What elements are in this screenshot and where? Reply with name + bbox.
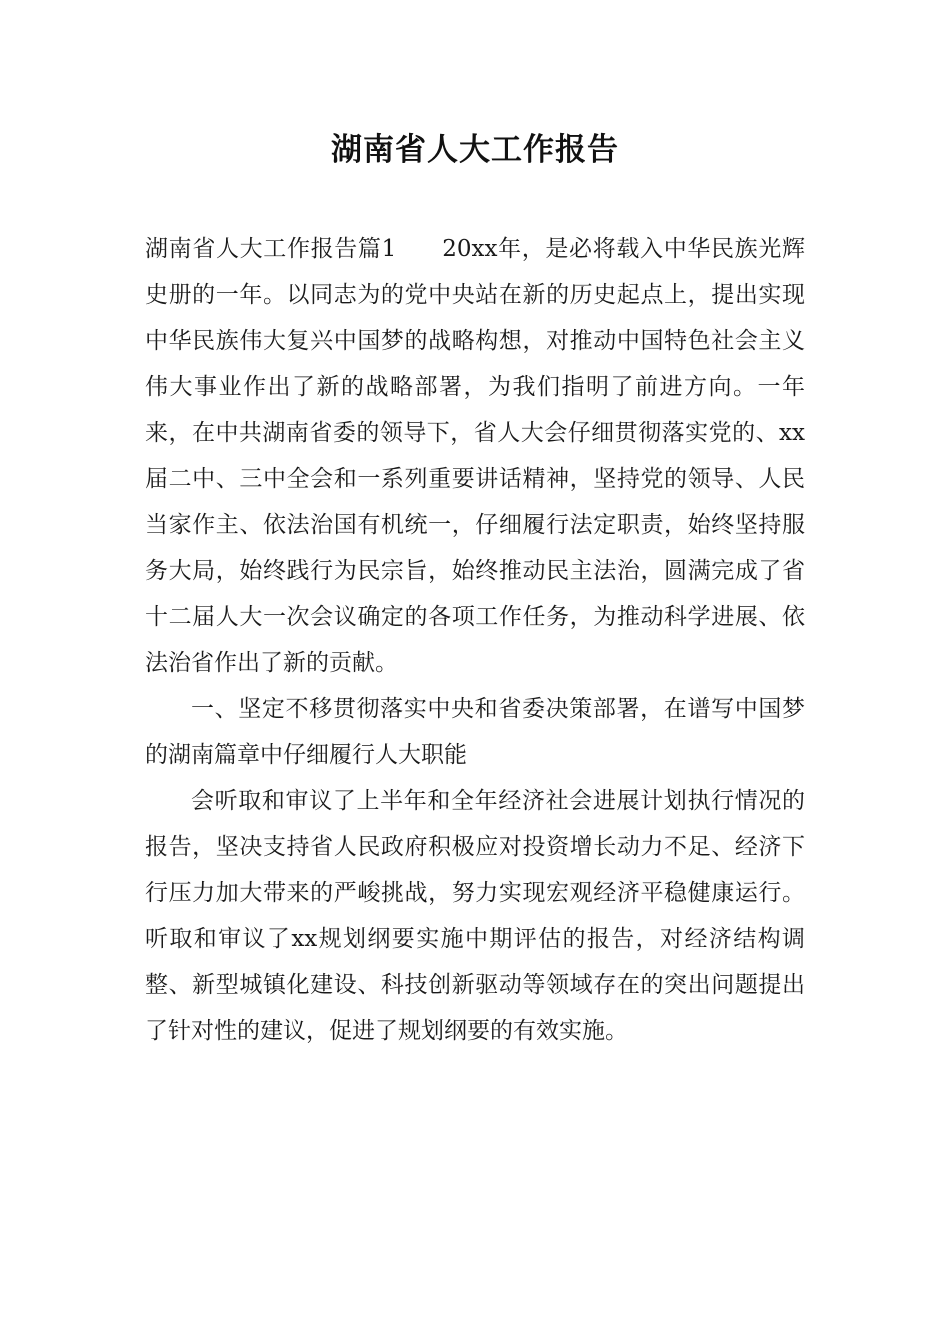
document-title: 湖南省人大工作报告 <box>331 132 619 168</box>
paragraph-body: 会听取和审议了上半年和全年经济社会进展计划执行情况的报告，坚决支持省人民政府积极应对投资增长动力不足、经济下行压力加大带来的严峻挑战，努力实现宏观经济平稳健康运行。听取和审议了xx规划纲要实施中期评估的报告，对经济结构调整、新型城镇化建设、科技创新驱动等领域存在的突出问题提出了针对性的建议，促进了规划纲要的有效实施。 <box>145 788 805 1044</box>
document-body <box>145 226 805 1054</box>
paragraph-intro <box>145 226 805 686</box>
paragraph-lead: 湖南省人大工作报告篇1 <box>145 236 397 262</box>
section-heading-1: 一、坚定不移贯彻落实中央和省委决策部署，在谱写中国梦的湖南篇章中仔细履行人大职能 <box>145 696 805 768</box>
paragraph-text: 20xx年，是必将载入中华民族光辉史册的一年。以同志为的党中央站在新的历史起点上，提出实现中华民族伟大复兴中国梦的战略构想，对推动中国特色社会主义伟大事业作出了新的战略部署，为我们指明了前进方向。一年来，在中共湖南省委的领导下，省人大会仔细贯彻落实党的、xx届二中、三中全会和一系列重要讲话精神，坚持党的领导、人民当家作主、依法治国有机统一，仔细履行法定职责，始终坚持服务大局，始终践行为民宗旨，始终推动民主法治，圆满完成了省十二届人大一次会议确定的各项工作任务，为推动科学进展、依法治省作出了新的贡献。 <box>145 236 805 676</box>
